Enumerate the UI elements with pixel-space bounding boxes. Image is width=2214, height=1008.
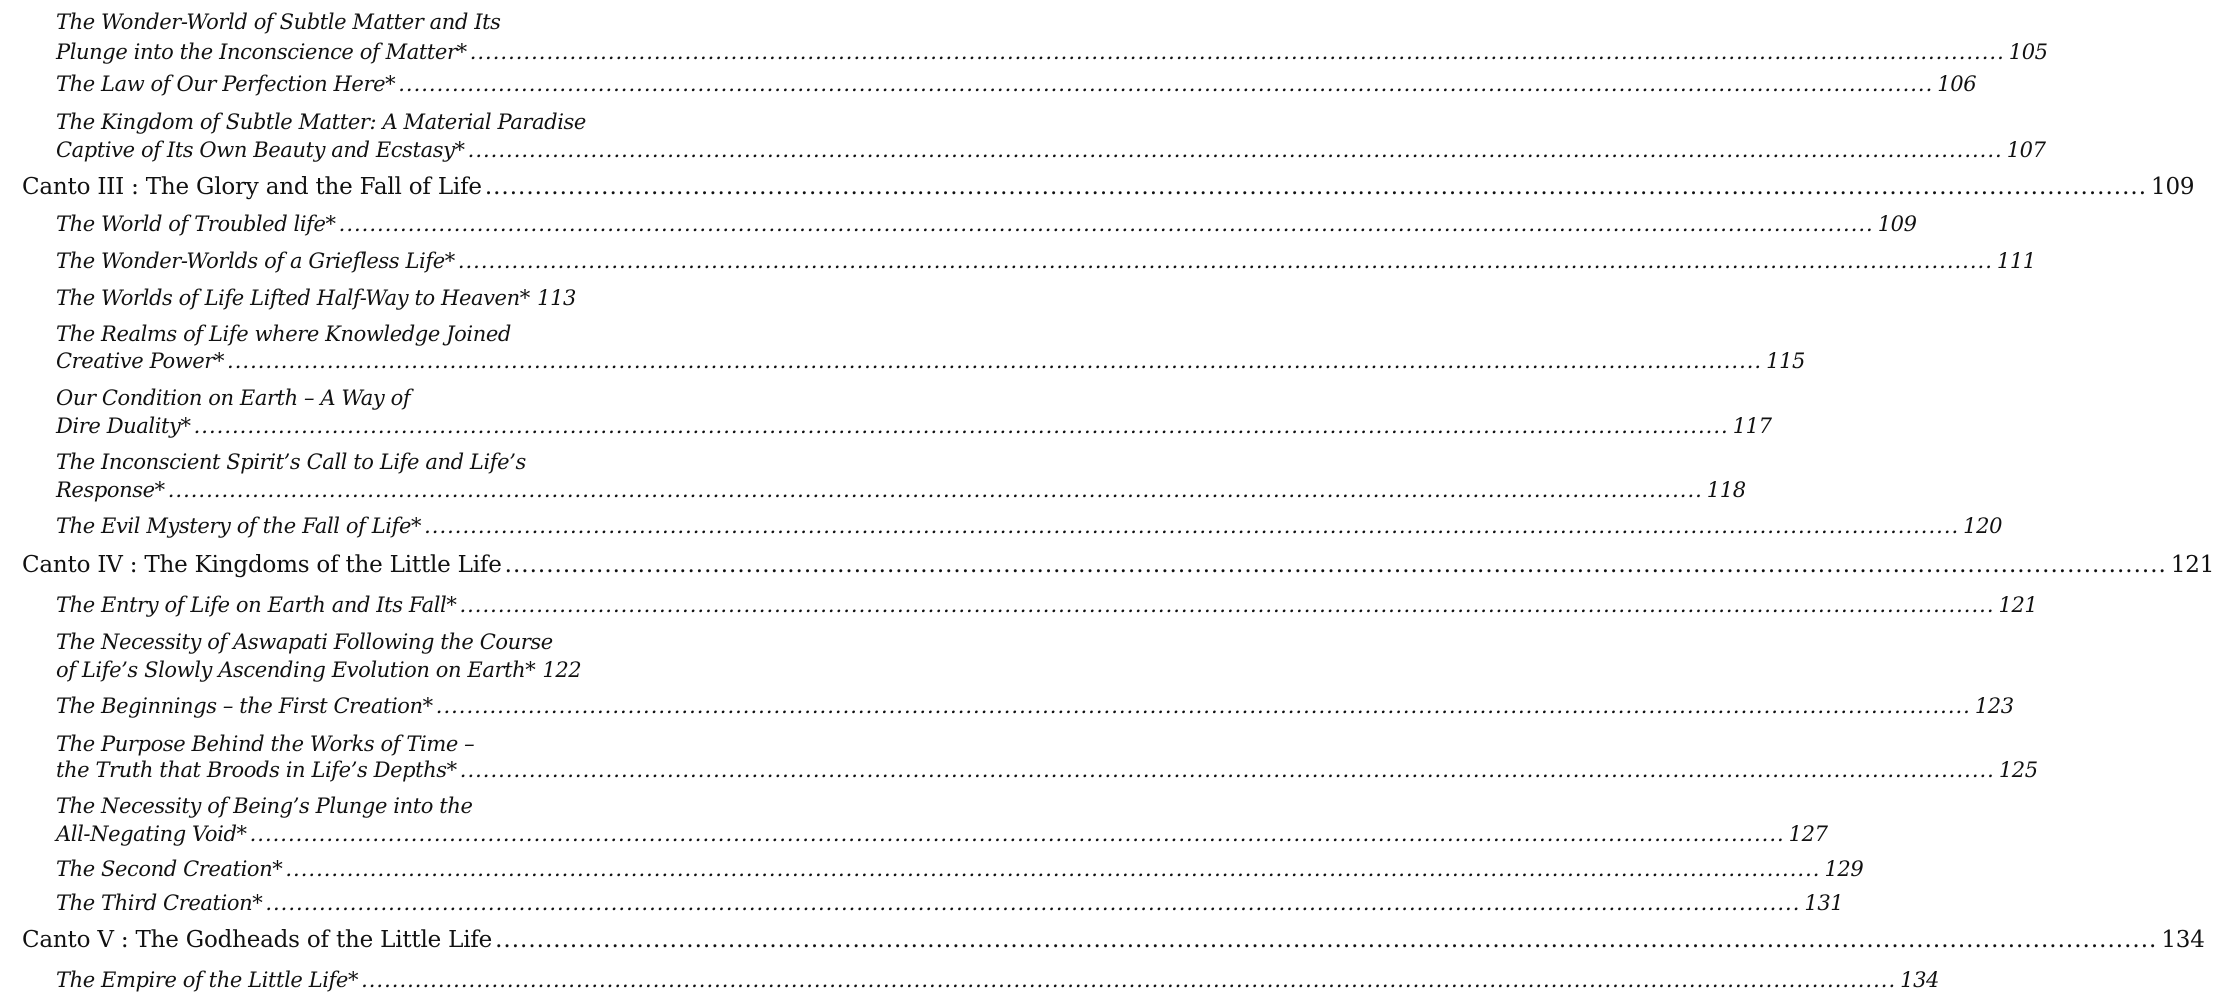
section-title: The Kingdom of Subtle Matter: A Material Paradise — [56, 110, 586, 134]
section-title: The World of Troubled life* — [56, 212, 336, 236]
toc-line — [56, 587, 2038, 617]
canto-title: Canto IV : The Kingdoms of the Little Life — [22, 552, 502, 578]
section-title: The Empire of the Little Life* — [56, 968, 359, 992]
section-title: The Entry of Life on Earth and Its Fall* — [56, 593, 457, 617]
toc-line — [56, 66, 1977, 96]
section-title: The Second Creation* — [56, 857, 283, 881]
section-title: The Beginnings – the First Creation* — [56, 694, 433, 718]
leader-dots: ........................................................................................................................................................................................................ — [249, 822, 1785, 846]
section-title: Creative Power* — [56, 349, 225, 373]
toc-line — [56, 652, 582, 682]
leader-dots: ........................................................................................................................................................................................................ — [338, 212, 1874, 236]
leader-dots: ........................................................................................................................................................................................................ — [459, 593, 1995, 617]
section-title: The Purpose Behind the Works of Time – — [56, 732, 475, 756]
section-title: The Evil Mystery of the Fall of Life* — [56, 514, 422, 538]
toc-line — [56, 34, 2048, 64]
toc-line — [56, 752, 2038, 782]
toc-line — [56, 962, 1940, 992]
leader-dots: ........................................................................................................................................................................................................ — [167, 478, 1703, 502]
section-title: The Necessity of Aswapati Following the Course — [56, 630, 553, 654]
toc-line — [56, 472, 1746, 502]
page-number: 109 — [2151, 174, 2195, 200]
leader-dots: ........................................................................................................................................................................................................ — [193, 414, 1729, 438]
page-number: 134 — [1900, 968, 1940, 992]
toc-line — [56, 408, 1772, 438]
page-number: 105 — [2008, 40, 2048, 64]
page-number: 115 — [1766, 349, 1805, 373]
section-title: Captive of Its Own Beauty and Ecstasy* — [56, 138, 465, 162]
toc-line — [22, 548, 2214, 578]
page-number: 127 — [1788, 822, 1828, 846]
page-number: 121 — [1998, 593, 2038, 617]
page-number: 109 — [1877, 212, 1917, 236]
toc-line — [56, 206, 1917, 236]
canto-title: Canto III : The Glory and the Fall of Life — [22, 174, 482, 200]
toc-line — [56, 104, 586, 134]
leader-dots: ........................................................................................................................................................................................................ — [361, 968, 1897, 992]
toc-line — [56, 624, 576, 654]
page-number: 125 — [1998, 758, 2038, 782]
section-title: of Life’s Slowly Ascending Evolution on Earth* — [56, 658, 536, 682]
section-title: The Wonder-World of Subtle Matter and Its — [56, 10, 501, 34]
leader-dots: ........................................................................................................................................................................................................ — [469, 40, 2005, 64]
page-number: 111 — [1996, 249, 2036, 273]
page-number: 129 — [1824, 857, 1864, 881]
toc-line — [56, 343, 1805, 373]
toc-line — [56, 243, 2036, 273]
toc-line — [56, 851, 1864, 881]
section-title: The Law of Our Perfection Here* — [56, 72, 396, 96]
page-number: 121 — [2170, 552, 2214, 578]
toc-line — [56, 132, 2046, 162]
page-number: 106 — [1937, 72, 1977, 96]
toc-line — [56, 688, 2014, 718]
toc-line — [56, 4, 576, 34]
toc-line — [22, 923, 2205, 953]
section-title: The Worlds of Life Lifted Half-Way to Heaven* — [56, 286, 530, 310]
page-number: 118 — [1706, 478, 1746, 502]
page-number: 113 — [537, 286, 576, 310]
section-title: Our Condition on Earth – A Way of — [56, 386, 411, 410]
toc-line — [56, 788, 576, 818]
leader-dots: ........................................................................................................................................................................................................ — [459, 758, 1995, 782]
toc-line — [56, 380, 576, 410]
leader-dots: ........................................................................................................................................................................................................ — [424, 514, 1960, 538]
toc-line — [56, 316, 576, 346]
section-title: Plunge into the Inconscience of Matter* — [56, 40, 467, 64]
section-title: The Wonder-Worlds of a Griefless Life* — [56, 249, 455, 273]
page-number: 120 — [1963, 514, 2003, 538]
page-number: 123 — [1974, 694, 2014, 718]
section-title: the Truth that Broods in Life’s Depths* — [56, 758, 457, 782]
canto-title: Canto V : The Godheads of the Little Life — [22, 927, 493, 953]
section-title: The Necessity of Being’s Plunge into the — [56, 794, 473, 818]
page-number: 131 — [1804, 891, 1844, 915]
leader-dots: ........................................................................................................................................................................................................ — [285, 857, 1821, 881]
page-number: 122 — [542, 658, 582, 682]
section-title: The Realms of Life where Knowledge Joined — [56, 322, 511, 346]
section-title: The Inconscient Spirit’s Call to Life and Life’s — [56, 450, 526, 474]
page-number: 134 — [2161, 927, 2205, 953]
toc-line — [56, 885, 1844, 915]
leader-dots: ........................................................................................................................................................................................................ — [495, 927, 2158, 953]
section-title: Dire Duality* — [56, 414, 191, 438]
section-title: Response* — [56, 478, 165, 502]
leader-dots: ........................................................................................................................................................................................................ — [457, 249, 1993, 273]
section-title: All-Negating Void* — [56, 822, 247, 846]
page-number: 107 — [2006, 138, 2046, 162]
toc-line — [56, 444, 576, 474]
leader-dots: ........................................................................................................................................................................................................ — [484, 174, 2148, 200]
leader-dots: ........................................................................................................................................................................................................ — [467, 138, 2003, 162]
section-title: The Third Creation* — [56, 891, 263, 915]
toc-line — [56, 508, 2003, 538]
leader-dots: ........................................................................................................................................................................................................ — [227, 349, 1763, 373]
leader-dots: ........................................................................................................................................................................................................ — [265, 891, 1801, 915]
leader-dots: ........................................................................................................................................................................................................ — [398, 72, 1934, 96]
toc-line — [56, 816, 1828, 846]
leader-dots: ........................................................................................................................................................................................................ — [504, 552, 2167, 578]
toc-line — [56, 280, 576, 310]
toc-line — [22, 170, 2195, 200]
page-number: 117 — [1732, 414, 1772, 438]
leader-dots: ........................................................................................................................................................................................................ — [435, 694, 1971, 718]
